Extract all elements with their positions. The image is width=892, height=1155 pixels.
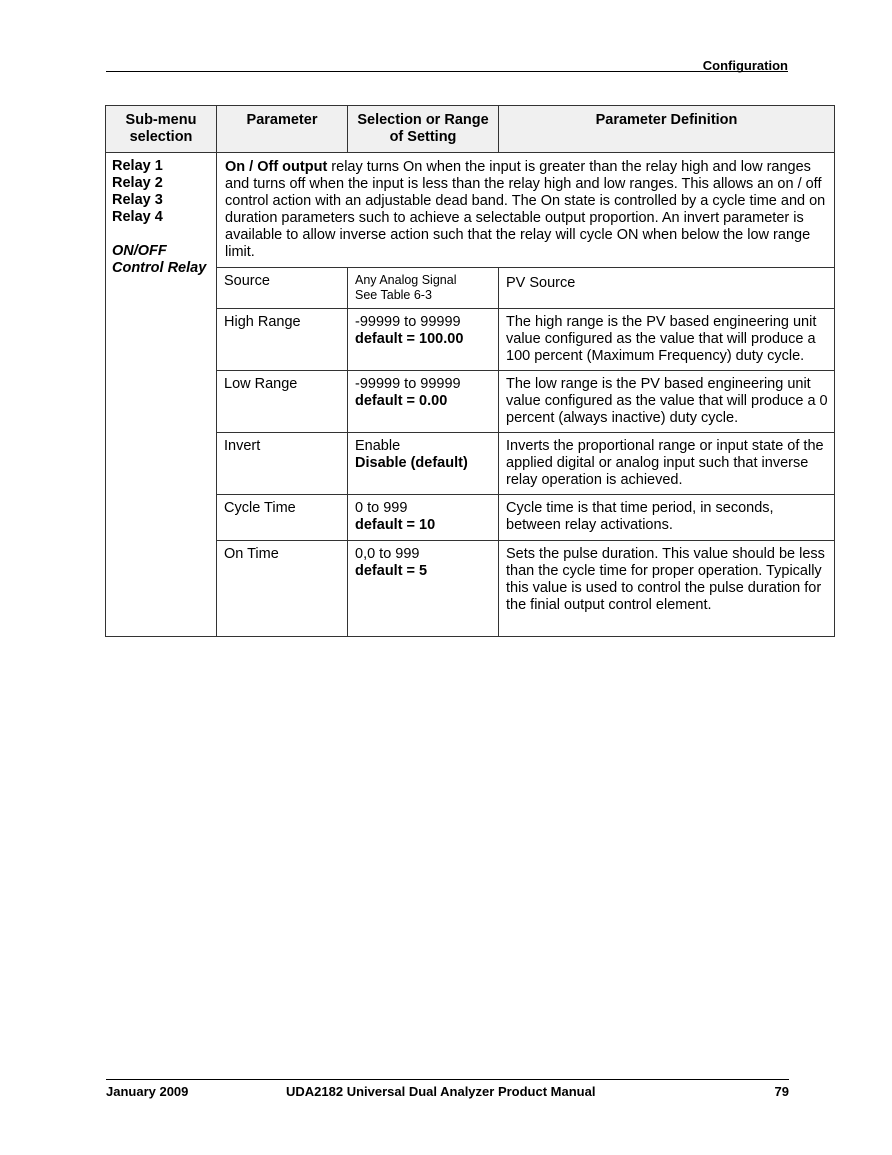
- range-line: -99999 to 99999: [355, 314, 461, 330]
- param-name: Source: [217, 268, 348, 309]
- range-default: default = 10: [355, 517, 436, 533]
- col-header-range: Selection or Range of Setting: [348, 106, 499, 153]
- param-definition: Cycle time is that time period, in seconds, between relay activations.: [499, 495, 835, 541]
- param-name: Invert: [217, 433, 348, 495]
- range-default: Disable (default): [355, 455, 468, 471]
- param-definition: Inverts the proportional range or input state of the applied digital or analog input such that inverse relay operation is achieved.: [499, 433, 835, 495]
- table-header-row: [106, 106, 835, 153]
- footer-divider: [106, 1079, 789, 1080]
- relay-type-line2: Control Relay: [112, 260, 207, 276]
- relay-label: Relay 3: [112, 192, 163, 208]
- col-header-submenu: Sub-menu selection: [106, 106, 217, 153]
- relay-label: Relay 2: [112, 175, 163, 191]
- param-definition: The low range is the PV based engineering unit value configured as the value that will produce a 0 percent (always inactive) duty cycle.: [499, 371, 835, 433]
- relay-label: Relay 1: [112, 158, 163, 174]
- param-definition: PV Source: [499, 268, 835, 309]
- col-header-parameter: Parameter: [217, 106, 348, 153]
- range-default: default = 0.00: [355, 393, 448, 409]
- param-range: [348, 541, 499, 637]
- param-range: [348, 433, 499, 495]
- range-line: Any Analog Signal: [355, 273, 457, 287]
- intro-bold-lead: On / Off output: [225, 159, 328, 175]
- intro-row: [106, 153, 835, 268]
- footer-page-number: 79: [774, 1084, 789, 1099]
- param-name: On Time: [217, 541, 348, 637]
- range-line: -99999 to 99999: [355, 376, 461, 392]
- footer-date: January 2009: [106, 1084, 189, 1099]
- page-header-section: Configuration: [702, 58, 788, 73]
- submenu-cell: [106, 153, 217, 637]
- param-definition: The high range is the PV based engineering unit value configured as the value that will produce a 100 percent (Maximum Frequency) duty cycle.: [499, 309, 835, 371]
- intro-text: relay turns On when the input is greater than the relay high and low ranges and turns off when the input is less than the relay high and low ranges. This allows an on / off control action with an adjustable dead band. The On state is controlled by a cycle time and on duration parameters such to achieve a selectable output proportion. An invert parameter is available to allow inverse action such that the relay will cycle ON when below the low range limit.: [225, 159, 826, 260]
- col-header-definition: Parameter Definition: [499, 106, 835, 153]
- range-line: See Table 6-3: [355, 288, 432, 302]
- range-default: default = 5: [355, 563, 428, 579]
- range-line: 0,0 to 999: [355, 546, 420, 562]
- intro-description: [217, 153, 835, 268]
- header-divider: [106, 71, 788, 72]
- range-line: Enable: [355, 438, 401, 454]
- param-name: Low Range: [217, 371, 348, 433]
- footer-manual-title: UDA2182 Universal Dual Analyzer Product Manual: [286, 1084, 596, 1099]
- param-range: [348, 268, 499, 309]
- relay-label: Relay 4: [112, 209, 163, 225]
- relay-type-line1: ON/OFF: [112, 243, 167, 259]
- param-range: [348, 495, 499, 541]
- range-default: default = 100.00: [355, 331, 464, 347]
- configuration-table: [105, 105, 835, 637]
- param-name: High Range: [217, 309, 348, 371]
- param-definition: Sets the pulse duration. This value should be less than the cycle time for proper operation. Typically this value is used to control the pulse duration for the finial output control element.: [499, 541, 835, 637]
- param-range: [348, 309, 499, 371]
- range-line: 0 to 999: [355, 500, 408, 516]
- param-name: Cycle Time: [217, 495, 348, 541]
- param-range: [348, 371, 499, 433]
